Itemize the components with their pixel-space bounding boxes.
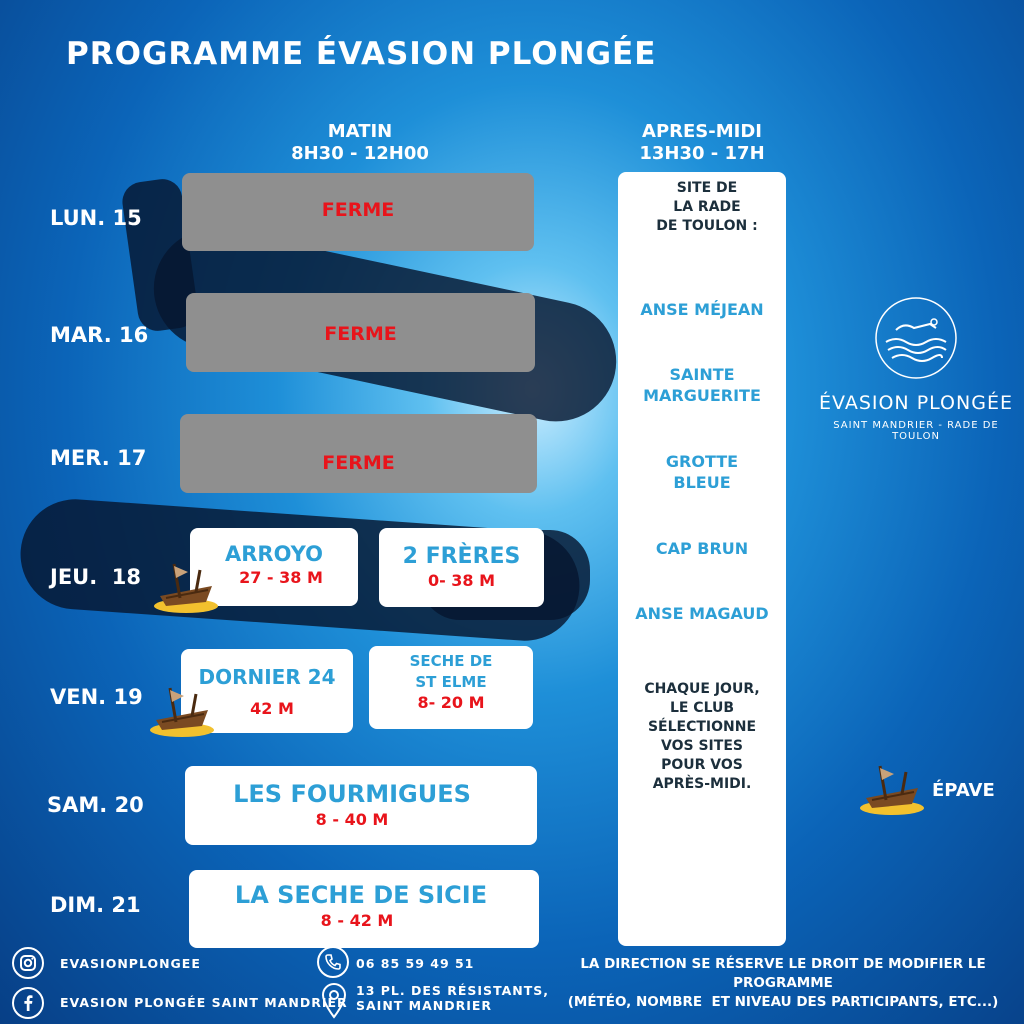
dive-depth: 0- 38 M (427, 571, 496, 590)
afternoon-note-line: VOS SITES (661, 738, 743, 754)
dive-depth: 42 M (250, 699, 294, 718)
day-label-sun: DIM. 21 (50, 893, 141, 917)
afternoon-site (618, 603, 786, 624)
afternoon-site (618, 364, 786, 406)
afternoon-note (618, 680, 786, 794)
club-logo (816, 296, 1016, 442)
afternoon-hours: 13H30 - 17H (639, 143, 765, 164)
afternoon-note-line: APRÈS-MIDI. (652, 776, 752, 792)
afternoon-site (618, 299, 786, 320)
address-line2: SAINT MANDRIER (356, 998, 493, 1013)
afternoon-site-name: SAINTE (669, 365, 735, 384)
afternoon-site-name: BLEUE (673, 473, 731, 492)
afternoon-note-line: SÉLECTIONNE (647, 719, 757, 735)
afternoon-site-name: ANSE MAGAUD (635, 604, 769, 623)
afternoon-site-name: GROTTE (665, 452, 739, 471)
phone-number[interactable]: 06 85 59 49 51 (356, 956, 475, 971)
disclaimer-line: PROGRAMME (733, 975, 833, 991)
morning-hours: 8H30 - 12H00 (291, 143, 429, 164)
afternoon-intro-line: DE TOULON : (656, 218, 758, 234)
dive-depth: 8- 20 M (417, 693, 485, 712)
afternoon-note-line: CHAQUE JOUR, (644, 681, 760, 697)
morning-slot-thu-2 (379, 528, 544, 607)
closed-label: FERME (322, 452, 395, 474)
disclaimer-line: LA DIRECTION SE RÉSERVE LE DROIT DE MODIFIER LE (580, 956, 986, 972)
afternoon-intro-line: LA RADE (673, 199, 741, 215)
instagram-icon[interactable] (12, 947, 44, 979)
afternoon-note-line: POUR VOS (661, 757, 743, 773)
day-label-mon: LUN. 15 (50, 206, 142, 230)
logo-name: ÉVASION PLONGÉE (819, 392, 1013, 414)
afternoon-note-line: LE CLUB (669, 700, 735, 716)
dive-depth: 8 - 40 M (315, 810, 389, 829)
facebook-icon[interactable] (12, 987, 44, 1019)
address (356, 983, 549, 1013)
morning-slot-sat (185, 766, 537, 845)
day-label-thu: JEU. 18 (50, 565, 142, 589)
logo-subtitle: SAINT MANDRIER - RADE DE TOULON (833, 420, 999, 442)
afternoon-panel (618, 172, 786, 946)
dive-site-name-line1: SECHE DE (409, 652, 493, 670)
closed-label: FERME (321, 199, 395, 221)
diver-wave-logo-icon (874, 296, 958, 380)
afternoon-site-name: MARGUERITE (643, 386, 761, 405)
closed-label: FERME (324, 323, 397, 345)
shipwreck-icon (146, 680, 218, 740)
location-pin-icon (320, 983, 348, 1019)
instagram-handle[interactable]: EVASIONPLONGEE (60, 956, 201, 971)
disclaimer-line: (MÉTÉO, NOMBRE ET NIVEAU DES PARTICIPANTS, ETC...) (567, 994, 999, 1010)
disclaimer (548, 955, 1018, 1012)
afternoon-site-name: CAP BRUN (655, 539, 749, 558)
page-title: PROGRAMME ÉVASION PLONGÉE (66, 36, 657, 72)
dive-site-name: LES FOURMIGUES (233, 780, 471, 808)
morning-label: MATIN (327, 121, 393, 142)
afternoon-site-name: ANSE MÉJEAN (640, 300, 764, 319)
morning-slot-sun (189, 870, 539, 948)
afternoon-intro-line: SITE DE (676, 180, 738, 196)
phone-icon[interactable] (317, 946, 349, 978)
afternoon-column-header (602, 121, 802, 165)
morning-slot-wed (180, 414, 537, 493)
shipwreck-icon (150, 556, 222, 616)
morning-slot-fri-2 (369, 646, 533, 729)
dive-site-name: 2 FRÈRES (402, 544, 521, 569)
afternoon-site (618, 451, 786, 493)
day-label-sat: SAM. 20 (47, 793, 144, 817)
dive-site-name: LA SECHE DE SICIE (234, 881, 488, 909)
day-label-fri: VEN. 19 (50, 685, 143, 709)
address-line1: 13 PL. DES RÉSISTANTS, (356, 983, 550, 998)
dive-site-name: DORNIER 24 (198, 665, 336, 689)
shipwreck-icon (854, 758, 930, 818)
dive-depth: 8 - 42 M (320, 911, 394, 930)
afternoon-site (618, 538, 786, 559)
dive-depth: 27 - 38 M (239, 568, 323, 587)
facebook-page[interactable]: EVASION PLONGÉE SAINT MANDRIER (60, 995, 348, 1010)
morning-slot-tue (186, 293, 535, 372)
day-label-wed: MER. 17 (50, 446, 147, 470)
dive-site-name-line2: ST ELME (415, 673, 487, 691)
legend-label: ÉPAVE (932, 780, 995, 801)
dive-site-name: ARROYO (224, 542, 323, 566)
morning-column-header (260, 121, 460, 165)
afternoon-intro (618, 179, 786, 236)
day-label-tue: MAR. 16 (50, 323, 149, 347)
morning-slot-mon (182, 173, 534, 251)
afternoon-label: APRES-MIDI (642, 121, 762, 142)
